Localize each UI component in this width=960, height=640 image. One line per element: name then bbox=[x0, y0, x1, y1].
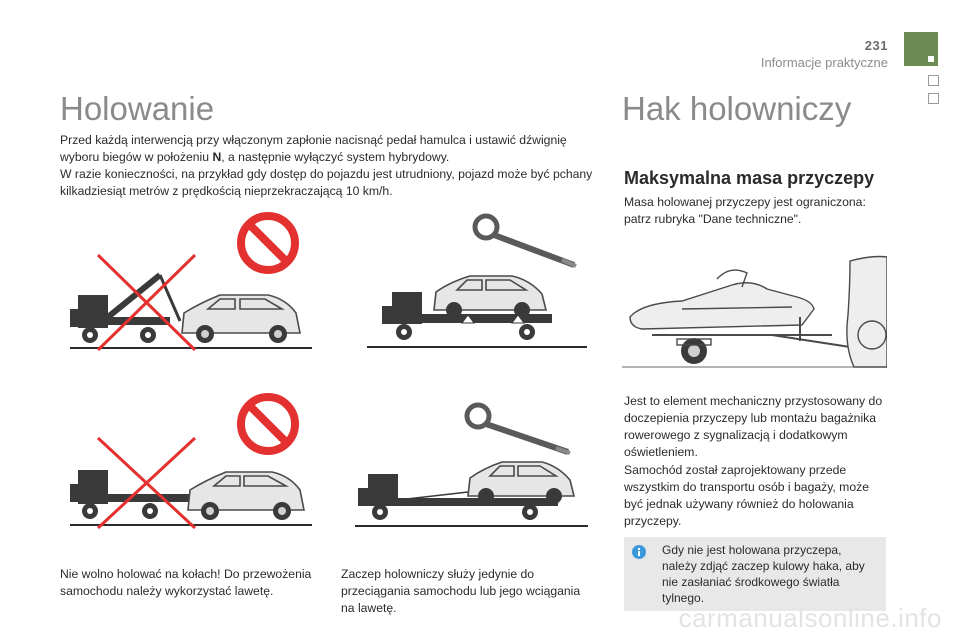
info-icon bbox=[632, 545, 646, 559]
jetski bbox=[630, 270, 814, 329]
mass-text: Masa holowanej przyczepy jest ograniczona: patrz rubryka "Dane techniczne". bbox=[624, 195, 866, 226]
illustration-jetski-trailer bbox=[622, 255, 887, 370]
section-tab[interactable] bbox=[928, 75, 939, 86]
towing-eye-icon bbox=[475, 216, 576, 266]
illustration-prohibited-towing-wheels bbox=[60, 205, 320, 360]
illustration-flatbed-transport bbox=[362, 210, 592, 355]
page-number: 231 bbox=[864, 38, 888, 53]
caption-prohibited: Nie wolno holować na kołach! Do przewożenia samochodu należy wykorzystać lawetę. bbox=[60, 567, 312, 598]
subtitle-max-trailer-mass: Maksymalna masa przyczepy bbox=[624, 168, 875, 188]
section-tab-active[interactable] bbox=[904, 32, 938, 66]
left-title: Holowanie bbox=[60, 90, 215, 127]
section-tab[interactable] bbox=[928, 93, 939, 104]
vehicle-purpose: Samochód został zaprojektowany przede wszystkim do transportu osób i bagaży, może być jednak używany również do holowania przyczepy. bbox=[624, 463, 869, 528]
towing-eye-icon bbox=[467, 405, 570, 453]
watermark: carmanualsonline.info bbox=[678, 603, 942, 633]
prohibited-sign-icon bbox=[241, 397, 295, 451]
hitch-description: Jest to element mechaniczny przystosowany do doczepienia przyczepy lub montażu bagażnika rowerowego z sygnalizacją i dodatkowym oświetleniem. bbox=[624, 394, 883, 459]
caption-allowed: Zaczep holowniczy służy jedynie do przeciągania samochodu lub jego wciągania na lawetę. bbox=[341, 567, 581, 615]
right-title: Hak holowniczy bbox=[622, 90, 852, 127]
info-text: Gdy nie jest holowana przyczepa, należy zdjąć zaczep kulowy haka, aby nie zasłaniać środkowego światła tylnego. bbox=[662, 543, 865, 605]
tab-indicator bbox=[928, 56, 934, 62]
section-header: Informacje praktyczne bbox=[760, 55, 888, 70]
illustration-prohibited-towing-lift bbox=[60, 390, 320, 535]
car-rear bbox=[847, 257, 887, 368]
prohibited-sign-icon bbox=[241, 216, 295, 270]
illustration-flatbed-winch bbox=[350, 400, 595, 535]
info-box bbox=[624, 537, 886, 611]
intro-paragraph-2: W razie konieczności, na przykład gdy dostęp do pojazdu jest utrudniony, pojazd może być pchany kilkadziesiąt metrów z prędkością nieprzekraczającą 10 km/h. bbox=[60, 167, 593, 198]
intro-paragraph-1: Przed każdą interwencją przy włączonym zapłonie nacisnąć pedał hamulca i ustawić dźwignię wyboru biegów w położeniu N, a następnie wyłączyć system hybrydowy. bbox=[60, 133, 567, 164]
